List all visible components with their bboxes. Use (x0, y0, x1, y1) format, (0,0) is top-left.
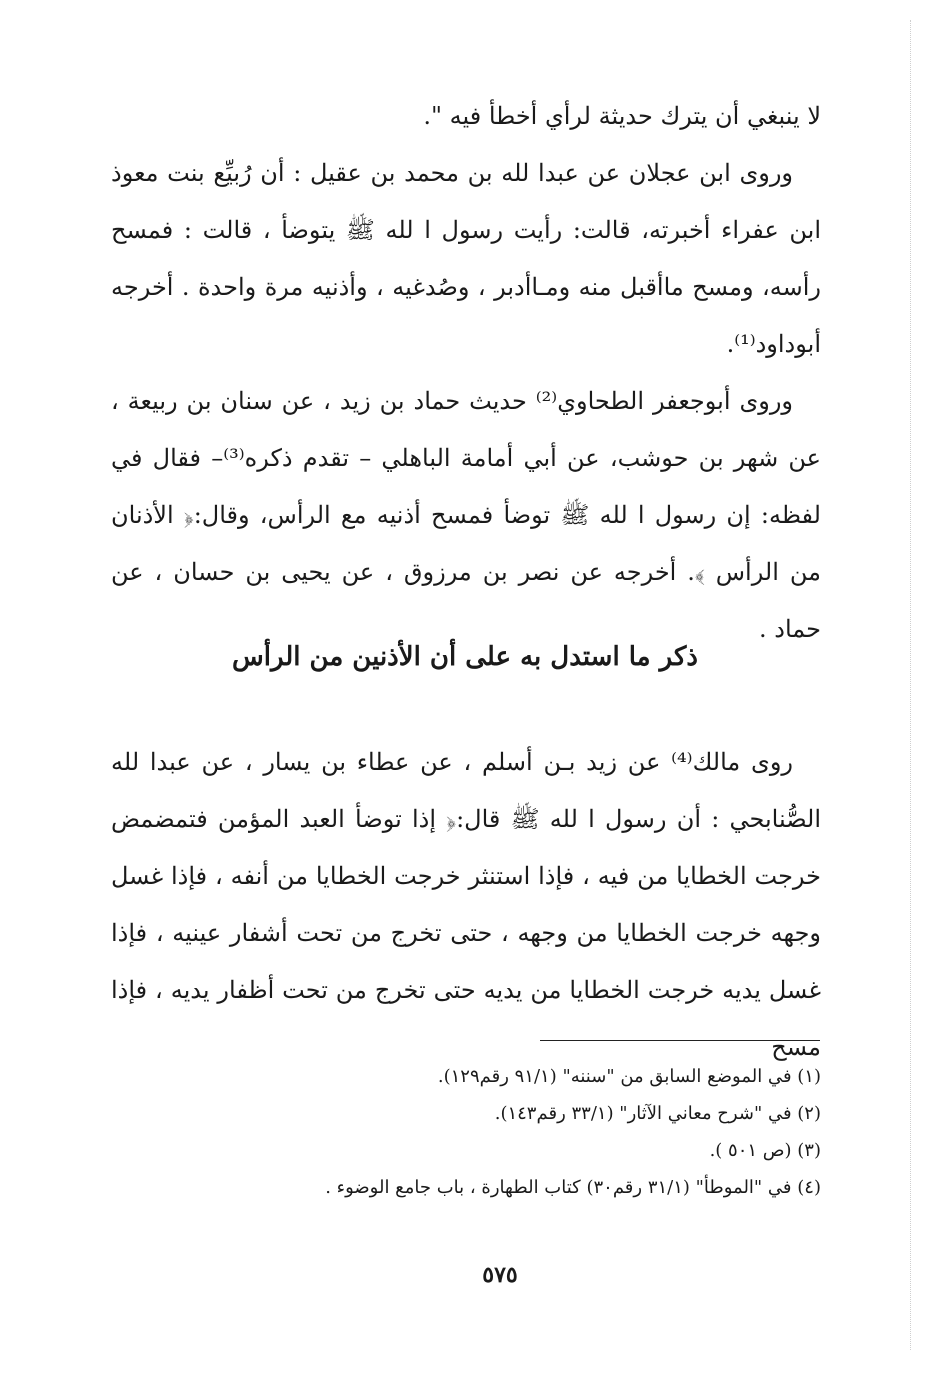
footnote-3: (٣) (ص ٥٠١ ). (709, 1140, 821, 1161)
footnotes (111, 1058, 821, 1206)
footnote-2: (٢) في "شرح معاني الآثار" (٣٣/١ رقم١٤٣). (494, 1103, 821, 1124)
paragraph-tahawi: وروى أبوجعفر الطحاوي⁽²⁾ حديث حماد بن زيد ، عن سنان بن ربيعة ، عن شهر بن حوشب، عن أبي أمامة الباهلي – تقدم ذكره⁽³⁾– فقال في لفظه: إن رسول ا لله ﷺ توضأ فمسح أذنيه مع الرأس، وقال:﴿ الأذنان من الرأس ﴾. أخرجه عن نصر بن مرزوق ، عن يحيى بن حسان ، عن حماد . (111, 387, 822, 643)
paragraph-malik: روى مالك⁽⁴⁾ عن زيد بـن أسلم ، عن عطاء بن يسار ، عن عبدا لله الصُّنابحي : أن رسول ا لله ﷺ قال:﴿ إذا توضأ العبد المؤمن فتمضمض خرجت الخطايا من فيه ، فإذا استنثر خرجت الخطايا من أنفه ، فإذا غسل وجهه خرجت الخطايا من وجهه ، حتى تخرج من تحت أشفار عينيه ، فإذا غسل يديه خرجت الخطايا من يديه حتى تخرج من تحت أظفار يديه ، فإذا مسح (111, 748, 821, 1061)
body-text-bottom (111, 734, 821, 1076)
page-number: ٥٧٥ (482, 1262, 518, 1288)
body-text-top (111, 88, 821, 658)
section-heading: ذكر ما استدل به على أن الأذنين من الرأس (232, 642, 698, 672)
footnote-divider (540, 1040, 820, 1041)
footnote-4: (٤) في "الموطأ" (٣١/١ رقم٣٠) كتاب الطهارة ، باب جامع الوضوء . (325, 1177, 821, 1198)
paragraph-ibn-ajlan: وروى ابن عجلان عن عبدا لله بن محمد بن عقيل : أن رُبيِّع بنت معوذ ابن عفراء أخبرته، قالت: رأيت رسول ا لله ﷺ يتوضأ ، قالت : فمسح رأسه، ومسح ماأقبل منه ومـاأدبر ، وصُدغيه ، وأذنيه مرة واحدة . أخرجه أبوداود⁽¹⁾. (111, 159, 821, 358)
footnote-1: (١) في الموضع السابق من "سننه" (٩١/١ رقم١٢٩). (437, 1066, 821, 1087)
paragraph-continuation: لا ينبغي أن يترك حديثة لرأي أخطأ فيه ". (423, 102, 821, 130)
scan-edge-dots (910, 20, 911, 1350)
